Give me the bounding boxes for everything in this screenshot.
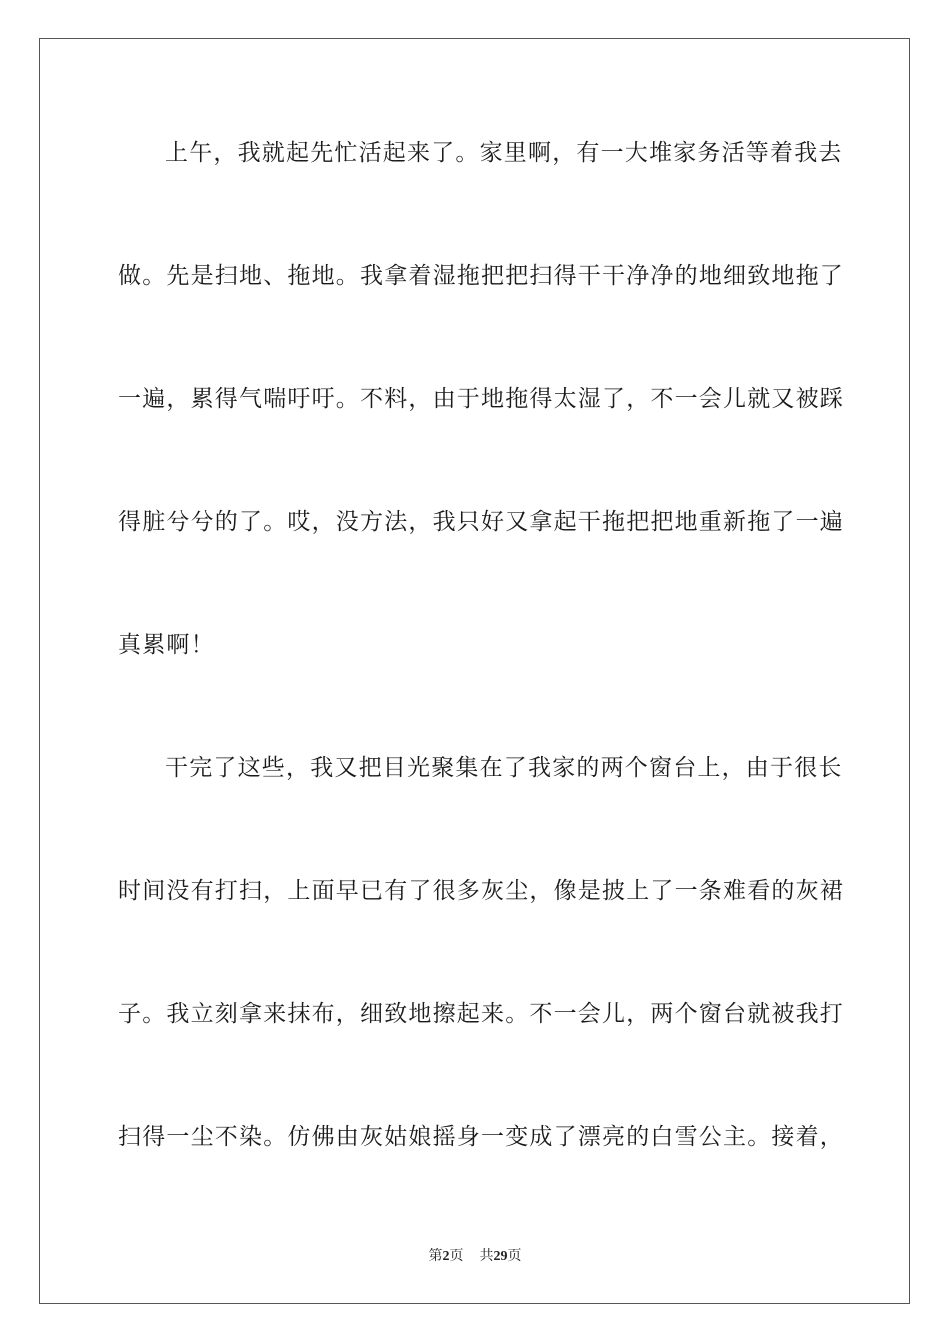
text-line-8: 子。我立刻拿来抹布，细致地擦起来。不一会儿，两个窗台就被我打: [118, 1001, 844, 1027]
page-footer: [0, 1247, 950, 1266]
text-line-1: 上午，我就起先忙活起来了。家里啊，有一大堆家务活等着我去: [165, 140, 843, 166]
page-suffix: 页: [449, 1248, 464, 1264]
total-prefix: 共: [479, 1248, 494, 1264]
text-line-4: 得脏兮兮的了。哎，没方法，我只好又拿起干拖把把地重新拖了一遍: [118, 509, 844, 535]
text-line-3: 一遍，累得气喘吁吁。不料，由于地拖得太湿了，不一会儿就又被踩: [118, 386, 844, 412]
total-pages: 29: [493, 1249, 508, 1264]
text-line-5: 真累啊！: [118, 632, 215, 658]
page-number: 2: [442, 1249, 450, 1264]
text-line-9: 扫得一尘不染。仿佛由灰姑娘摇身一变成了漂亮的白雪公主。接着，: [118, 1124, 844, 1150]
text-line-2: 做。先是扫地、拖地。我拿着湿拖把把扫得干干净净的地细致地拖了: [118, 263, 844, 289]
text-line-7: 时间没有打扫，上面早已有了很多灰尘，像是披上了一条难看的灰裙: [118, 878, 844, 904]
text-line-6: 干完了这些，我又把目光聚集在了我家的两个窗台上，由于很长: [165, 755, 843, 781]
page-border: [39, 38, 910, 1304]
total-suffix: 页: [507, 1248, 522, 1264]
page-prefix: 第: [428, 1248, 443, 1264]
